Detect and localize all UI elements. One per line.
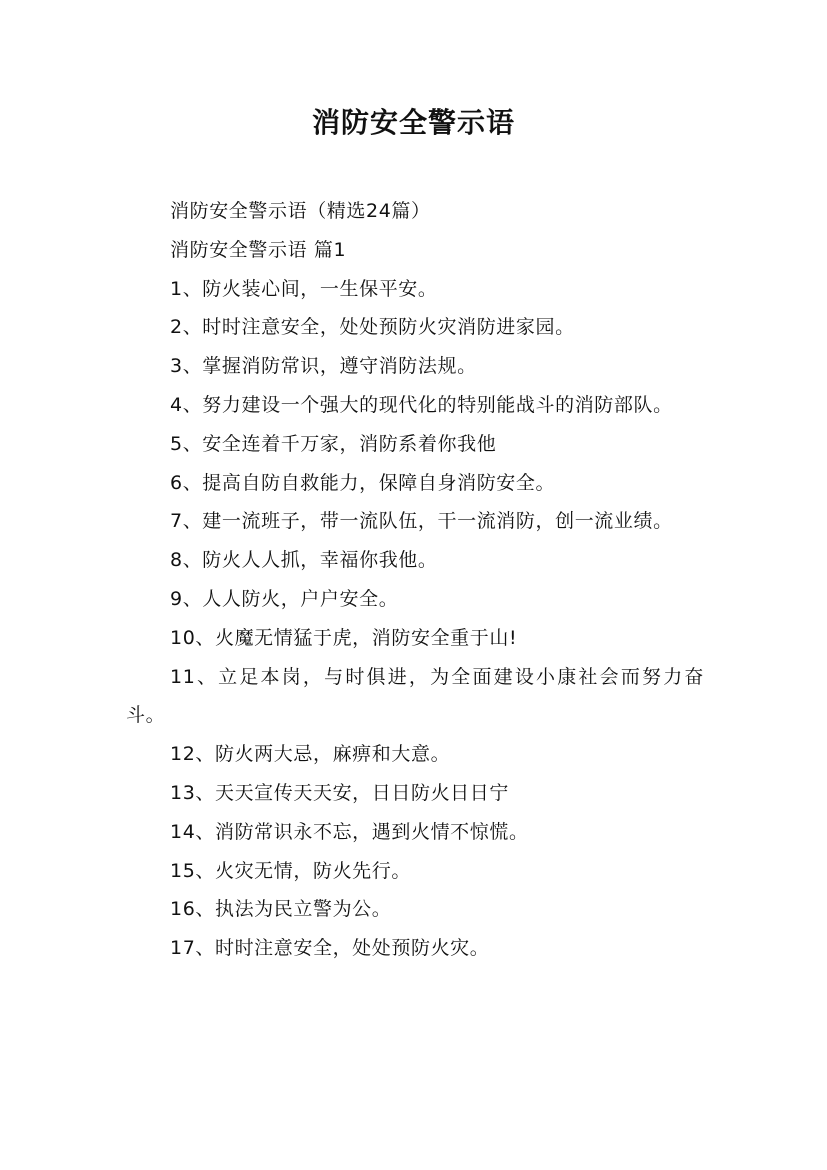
slogan-item: 4、努力建设一个强大的现代化的特别能战斗的消防部队。 xyxy=(170,393,673,416)
slogan-item: 8、防火人人抓，幸福你我他。 xyxy=(170,549,438,572)
slogan-item: 6、提高自防自救能力，保障自身消防安全。 xyxy=(170,471,556,494)
slogan-item: 3、掌握消防常识，遵守消防法规。 xyxy=(170,355,477,378)
intro-heading: 消防安全警示语（精选24篇） xyxy=(170,200,431,222)
slogan-item: 9、人人防火，户户安全。 xyxy=(170,587,399,610)
slogan-item: 16、执法为民立警为公。 xyxy=(170,898,392,921)
document-title: 消防安全警示语 xyxy=(311,106,515,139)
slogan-item: 17、时时注意安全，处处预防火灾。 xyxy=(170,937,490,960)
slogan-item: 11、立足本岗，与时俱进，为全面建设小康社会而努力奋斗。 xyxy=(126,665,704,727)
section-heading: 消防安全警示语 篇1 xyxy=(170,238,347,261)
slogan-item: 1、防火装心间，一生保平安。 xyxy=(170,277,438,300)
slogan-item: 13、天天宣传天天安，日日防火日日宁 xyxy=(170,781,509,804)
slogan-item: 5、安全连着千万家，消防系着你我他 xyxy=(170,432,497,455)
slogan-item: 7、建一流班子，带一流队伍，干一流消防，创一流业绩。 xyxy=(170,510,673,533)
document-body xyxy=(126,192,704,968)
slogan-item: 14、消防常识永不忘，遇到火情不惊慌。 xyxy=(170,820,529,843)
slogan-item: 2、时时注意安全，处处预防火灾消防进家园。 xyxy=(170,316,575,339)
slogan-item: 10、火魔无情猛于虎，消防安全重于山! xyxy=(170,626,518,649)
slogan-item: 12、防火两大忌，麻痹和大意。 xyxy=(170,743,451,766)
slogan-item: 15、火灾无情，防火先行。 xyxy=(170,859,411,882)
